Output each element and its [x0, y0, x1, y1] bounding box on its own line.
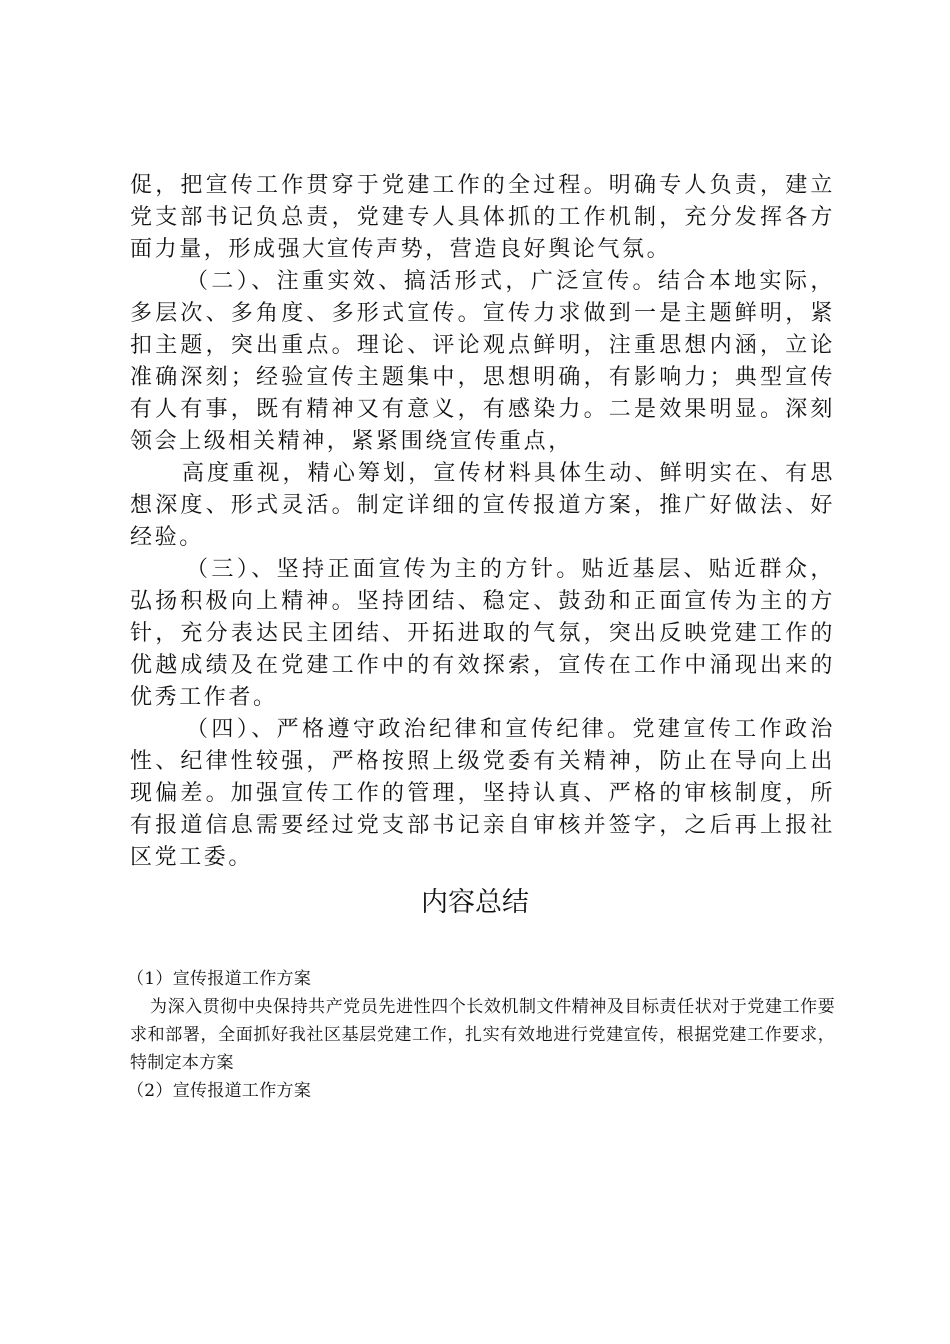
paragraph-section-three: （三）、坚持正面宣传为主的方针。贴近基层、贴近群众，弘扬积极向上精神。坚持团结、稳定、鼓劲和正面宣传为主的方针，充分表达民主团结、开拓进取的气氛，突出反映党建工作的优越成绩及在党建工作中的有效探索，宣传在工作中涌现出来的优秀工作者。: [130, 557, 835, 710]
summary-item-2-heading: （2）宣传报道工作方案: [127, 1081, 312, 1101]
paragraph-section-four: （四）、严格遵守政治纪律和宣传纪律。党建宣传工作政治性、纪律性较强，严格按照上级党委有关精神，防止在导向上出现偏差。加强宣传工作的管理，坚持认真、严格的审核制度，所有报道信息需要经过党支部书记亲自审核并签字，之后再上报社区党工委。: [130, 717, 835, 870]
document-body: [130, 170, 835, 874]
paragraph-emphasis: 高度重视，精心筹划，宣传材料具体生动、鲜明实在、有思想深度、形式灵活。制定详细的宣传报道方案，推广好做法、好经验。: [130, 461, 835, 550]
summary-item-1-heading: （1）宣传报道工作方案: [127, 969, 312, 989]
summary-item-1-body: 为深入贯彻中央保持共产党员先进性四个长效机制文件精神及目标责任状对于党建工作要求和部署，全面抓好我社区基层党建工作，扎实有效地进行党建宣传，根据党建工作要求，特制定本方案: [130, 997, 835, 1073]
paragraph-section-two: （二）、注重实效、搞活形式，广泛宣传。结合本地实际，多层次、多角度、多形式宣传。宣传力求做到一是主题鲜明，紧扣主题，突出重点。理论、评论观点鲜明，注重思想内涵，立论准确深刻；经验宣传主题集中，思想明确，有影响力；典型宣传有人有事，既有精神又有意义，有感染力。二是效果明显。深刻领会上级相关精神，紧紧围绕宣传重点，: [130, 269, 835, 454]
summary-section: [127, 965, 835, 1105]
summary-title: 内容总结: [421, 887, 529, 918]
paragraph-continuation: 促，把宣传工作贯穿于党建工作的全过程。明确专人负责，建立党支部书记负总责，党建专人具体抓的工作机制，充分发挥各方面力量，形成强大宣传声势，营造良好舆论气氛。: [130, 173, 835, 262]
